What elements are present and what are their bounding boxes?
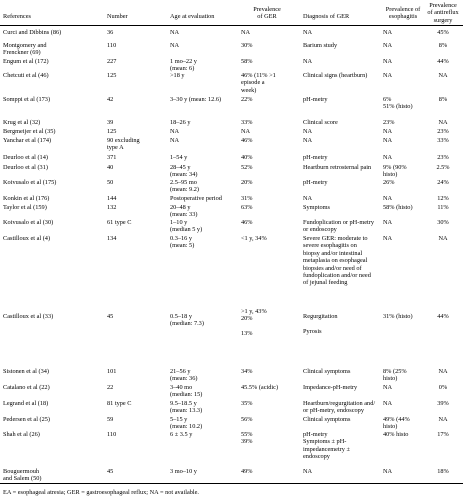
table-cell-diag: Heartburn retrosternal pain [303, 164, 372, 171]
table-cell-surg: 23% [437, 128, 449, 135]
table-cell-diag: severe esophagitis on [303, 242, 357, 250]
table-cell-age: 5–15 y [170, 416, 188, 423]
table-cell-surg: NA [438, 416, 448, 423]
table-cell-surg: 45% [437, 29, 449, 36]
table-cell-eso: histo) [383, 423, 398, 431]
table-cell-surg: 17% [437, 431, 449, 438]
table-cell-ger: week) [241, 86, 257, 94]
table-cell-surg: NA [438, 72, 448, 79]
table-cell-surg: 2.5% [436, 164, 450, 171]
table-cell-age: 18–26 y [170, 119, 191, 126]
table-cell-ger: 22% [241, 96, 253, 103]
table-cell-diag: endoscopy [303, 453, 330, 461]
table-cell-eso: NA [383, 154, 393, 161]
table-cell-eso: NA [383, 42, 393, 49]
table-cell-diag: Clinical score [303, 119, 338, 126]
table-cell-ger: 13% [241, 330, 253, 338]
table-cell-age: 3–30 y (mean: 12.6) [170, 96, 222, 103]
table-cell-age: (mean: 10.2) [170, 423, 203, 431]
table-cell-diag: impedancemetry ± [303, 445, 350, 453]
table-cell-diag: Fundoplication or pH-metry [303, 219, 375, 226]
table-cell-eso: NA [383, 195, 393, 202]
table-cell-diag: biopsy and/or intestinal [303, 249, 363, 257]
table-cell-num: 22 [107, 384, 114, 391]
table-cell-eso: NA [383, 137, 393, 144]
table-cell-eso: NA [383, 29, 393, 36]
table-cell-diag: Symptoms [303, 204, 330, 211]
table-cell-ref: Chetcuti et al (46) [3, 72, 49, 79]
table-cell-eso: 58% (histo) [383, 204, 413, 211]
table-cell-age: (mean: 13.3) [170, 407, 203, 415]
table-cell-ref: Bergmeijer et al (35) [3, 128, 56, 135]
table-cell-age: NA [170, 137, 180, 144]
table-cell-ger: NA [241, 128, 251, 135]
table-cell-ref: Krug et al (32) [3, 119, 41, 126]
table-cell-age: (mean: 9.2) [170, 186, 200, 194]
table-cell-age: 21–56 y [170, 368, 191, 375]
table-cell-ref: Curci and Dibbins (86) [3, 29, 62, 36]
table-cell-num: 81 type C [107, 400, 132, 407]
table-cell-diag: Heartburn/regurgitation and/ [303, 400, 376, 407]
table-cell-eso: 51% (histo) [383, 103, 413, 111]
table-cell-age: NA [170, 29, 180, 36]
table-cell-surg: NA [438, 235, 448, 242]
table-cell-surg: 12% [437, 195, 449, 202]
table-cell-eso: 49% (44% [383, 416, 410, 423]
table-cell-ref: Taylor et al (159) [3, 204, 47, 211]
table-cell-diag: NA [303, 137, 313, 144]
table-cell-eso: 8% (25% [383, 368, 407, 375]
table-cell-eso: 40% histo [383, 431, 409, 438]
table-cell-eso: NA [383, 235, 393, 242]
header-number: Number [107, 13, 128, 20]
table-cell-surg: 44% [437, 58, 449, 65]
table-cell-num: 227 [107, 58, 117, 65]
table-cell-num: 59 [107, 416, 114, 423]
table-cell-num: type A [107, 144, 124, 152]
table-cell-age: NA [170, 128, 180, 135]
table-cell-age: 1–10 y [170, 219, 188, 226]
table-cell-ger: 31% [241, 195, 253, 202]
table-cell-eso: 9% (90% [383, 164, 407, 171]
table-cell-ger: 35% [241, 400, 253, 407]
table-cell-eso: NA [383, 72, 393, 79]
table-cell-diag: Symptoms ± pH- [303, 438, 347, 446]
table-cell-ger: 20% [241, 315, 253, 323]
table-cell-ref: Konkin et al (176) [3, 195, 50, 202]
table-cell-ref: Engum et al (172) [3, 58, 49, 65]
table-cell-diag: NA [303, 128, 313, 135]
table-cell-num: 101 [107, 368, 117, 375]
table-cell-diag: or pH-metry, endoscopy [303, 407, 364, 415]
table-cell-diag: Clinical signs (heartburn) [303, 72, 368, 79]
table-cell-age: Postoperative period [170, 195, 222, 202]
table-cell-diag: pH-metry [303, 179, 328, 186]
table-cell-age: 0.5–18 y [170, 313, 193, 320]
table-cell-ger: 45.5% (acidic) [241, 384, 279, 391]
header-prevalence-surgery: surgery [433, 16, 453, 24]
table-cell-ger: 58% [241, 58, 253, 65]
table-cell-ger: 49% [241, 468, 253, 475]
table-cell-age: (mean: 33) [170, 211, 198, 219]
table-cell-diag: Impedance-pH-metry [303, 384, 358, 391]
table-cell-ger: episode a [241, 79, 265, 87]
table-cell-surg: 8% [438, 42, 448, 49]
table-cell-surg: 33% [437, 137, 449, 144]
table-cell-eso: histo) [383, 375, 398, 383]
table-cell-diag: NA [303, 58, 313, 65]
header-prevalence-surgery: of antireflux [427, 9, 459, 17]
table-cell-num: 45 [107, 313, 114, 320]
table-cell-age: 2.5–95 mo [170, 179, 197, 186]
table-cell-age: 28–45 y [170, 164, 191, 171]
table-cell-ger: 46% [241, 219, 253, 226]
table-cell-num: 39 [107, 119, 114, 126]
header-prevalence-ger: of GER [257, 13, 277, 21]
table-cell-surg: 24% [437, 179, 449, 186]
table-cell-age: 3 mo–10 y [170, 468, 197, 475]
header-diagnosis: Diagnosis of GER [303, 13, 350, 20]
table-cell-ref: Shah et al (26) [3, 431, 40, 438]
table-cell-ger: 34% [241, 368, 253, 375]
table-cell-ger: 63% [241, 204, 253, 211]
table-cell-age: NA [170, 42, 180, 49]
table-cell-ger: 20% [241, 179, 253, 186]
table-cell-ger: 30% [241, 42, 253, 49]
table-cell-num: 125 [107, 72, 117, 79]
table-cell-age: (median: 7.3) [170, 320, 204, 328]
table-cell-ger: 52% [241, 164, 253, 171]
table-cell-ref: Pedersen et al (25) [3, 416, 51, 423]
table-cell-diag: Clinical symptoms [303, 416, 351, 423]
table-cell-age: >18 y [170, 72, 185, 79]
table-cell-ref: and Salem (50) [3, 475, 42, 483]
table-cell-eso: NA [383, 58, 393, 65]
table-cell-ger: 40% [241, 154, 253, 161]
table-cell-diag: NA [303, 29, 313, 36]
table-cell-ger: <1 y, 34% [241, 235, 267, 242]
table-cell-surg: NA [438, 368, 448, 375]
table-cell-surg: 8% [438, 96, 448, 103]
table-cell-age: 0.3–16 y [170, 235, 193, 242]
table-cell-eso: NA [383, 384, 393, 391]
header-prevalence-esophagitis: Prevalence of [385, 6, 421, 13]
table-cell-num: 144 [107, 195, 117, 202]
table-cell-ref: Deurloo et al (31) [3, 164, 48, 171]
table-cell-age: (median: 15) [170, 391, 203, 399]
table-cell-ger: 55% [241, 431, 253, 438]
table-cell-num: 371 [107, 154, 117, 161]
table-cell-ref: Somppi et al (173) [3, 96, 51, 103]
footnote: EA = esophageal atresia; GER = gastroesophageal reflux; NA = not available. [3, 489, 200, 496]
table-cell-age: 6 ± 3.5 y [170, 431, 193, 438]
table-cell-surg: 23% [437, 154, 449, 161]
table-cell-diag: fundoplication and/or need [303, 272, 371, 279]
table-cell-surg: 39% [437, 400, 449, 407]
table-cell-diag: NA [303, 195, 313, 202]
table-cell-num: 90 excluding [107, 137, 140, 144]
table-cell-surg: NA [438, 119, 448, 126]
table-cell-ref: Bouguermouh [3, 468, 40, 475]
table-cell-age: (mean: 6) [170, 65, 195, 73]
table-cell-ref: Deurloo et al (14) [3, 154, 48, 161]
bottom-rule [0, 483, 463, 484]
table-cell-diag: Pyrosis [303, 327, 322, 335]
table-cell-ger: 56% [241, 416, 253, 423]
table-cell-surg: 18% [437, 468, 449, 475]
table-cell-surg: 11% [437, 204, 449, 211]
table-cell-age: (median 5 y) [170, 226, 203, 234]
table-cell-num: 132 [107, 204, 117, 211]
table-cell-num: 42 [107, 96, 114, 103]
table-cell-eso: NA [383, 400, 393, 407]
table-cell-age: 20–48 y [170, 204, 191, 211]
table-cell-ref: Sistonen et al (34) [3, 368, 49, 375]
table-cell-age: (mean: 34) [170, 171, 198, 179]
header-references: References [3, 13, 31, 20]
header-age: Age at evaluation [170, 13, 215, 20]
table-cell-ref: Koivusalo et al (30) [3, 219, 54, 226]
table-cell-num: 36 [107, 29, 114, 36]
table-cell-num: 134 [107, 235, 117, 242]
table-cell-num: 40 [107, 164, 114, 171]
table-cell-age: 1–54 y [170, 154, 188, 161]
table-cell-diag: biopsies and/or need of [303, 264, 362, 272]
table-cell-eso: 23% [383, 119, 395, 126]
header-rule [0, 25, 463, 26]
table-cell-ger: 46% (11% >1 [241, 72, 276, 79]
table-cell-diag: or endoscopy [303, 226, 337, 234]
table-cell-num: 110 [107, 42, 117, 49]
table-cell-eso: NA [383, 219, 393, 226]
table-cell-diag: Severe GER: moderate to [303, 235, 368, 242]
table-cell-ref: Yanchar et al (174) [3, 137, 52, 144]
table-cell-num: 61 type C [107, 219, 132, 226]
table-cell-num: 125 [107, 128, 117, 135]
table-cell-diag: Regurgitation [303, 313, 338, 320]
table-cell-num: 50 [107, 179, 114, 186]
table-cell-age: (mean: 5) [170, 242, 195, 250]
table-cell-eso: NA [383, 128, 393, 135]
header-prevalence-ger: Prevalence [253, 6, 281, 13]
table-cell-eso: histo) [383, 171, 398, 179]
table-cell-num: 45 [107, 468, 114, 475]
table-cell-ger: 39% [241, 438, 253, 446]
table-cell-diag: metaplasia on esophageal [303, 257, 368, 265]
table-cell-age: (mean: 36) [170, 375, 198, 383]
table-cell-eso: 31% (histo) [383, 313, 413, 320]
table-cell-diag: pH-metry [303, 431, 328, 438]
table-cell-surg: 0% [438, 384, 448, 391]
table-cell-eso: NA [383, 468, 393, 475]
table-cell-surg: 30% [437, 219, 449, 226]
table-cell-diag: of jejunal feeding [303, 279, 348, 287]
header-prevalence-esophagitis: esophagitis [388, 13, 418, 21]
table-cell-num: 110 [107, 431, 117, 438]
header-prevalence-surgery: Prevalence [429, 2, 457, 9]
table-cell-age: 1 mo–22 y [170, 58, 197, 65]
table-cell-diag: pH-metry [303, 154, 328, 161]
table-cell-age: 9.5–18.5 y [170, 400, 197, 407]
table-cell-surg: 44% [437, 313, 449, 320]
table-cell-ger: NA [241, 29, 251, 36]
table-cell-ger: >1 y, 43% [241, 308, 267, 315]
table-cell-ref: Catalano et al (22) [3, 384, 50, 391]
table-cell-ref: Frenckner (69) [3, 49, 41, 57]
table-cell-ger: 33% [241, 119, 253, 126]
table-cell-ref: Montgomery and [3, 42, 47, 49]
table-cell-ref: Koivusalo et al (175) [3, 179, 57, 186]
table-cell-ger: 46% [241, 137, 253, 144]
table-cell-age: 3–40 mo [170, 384, 193, 391]
table-cell-diag: pH-metry [303, 96, 328, 103]
table-cell-diag: NA [303, 468, 313, 475]
table-cell-eso: 6% [383, 96, 392, 103]
table-cell-diag: Barium study [303, 42, 338, 49]
table-cell-ref: Castilloux et al (33) [3, 313, 54, 320]
table-cell-eso: 26% [383, 179, 395, 186]
table-cell-diag: Clinical symptoms [303, 368, 351, 375]
table-cell-ref: Legrand et al (18) [3, 400, 49, 407]
table-cell-ref: Castilloux et al (4) [3, 235, 51, 242]
